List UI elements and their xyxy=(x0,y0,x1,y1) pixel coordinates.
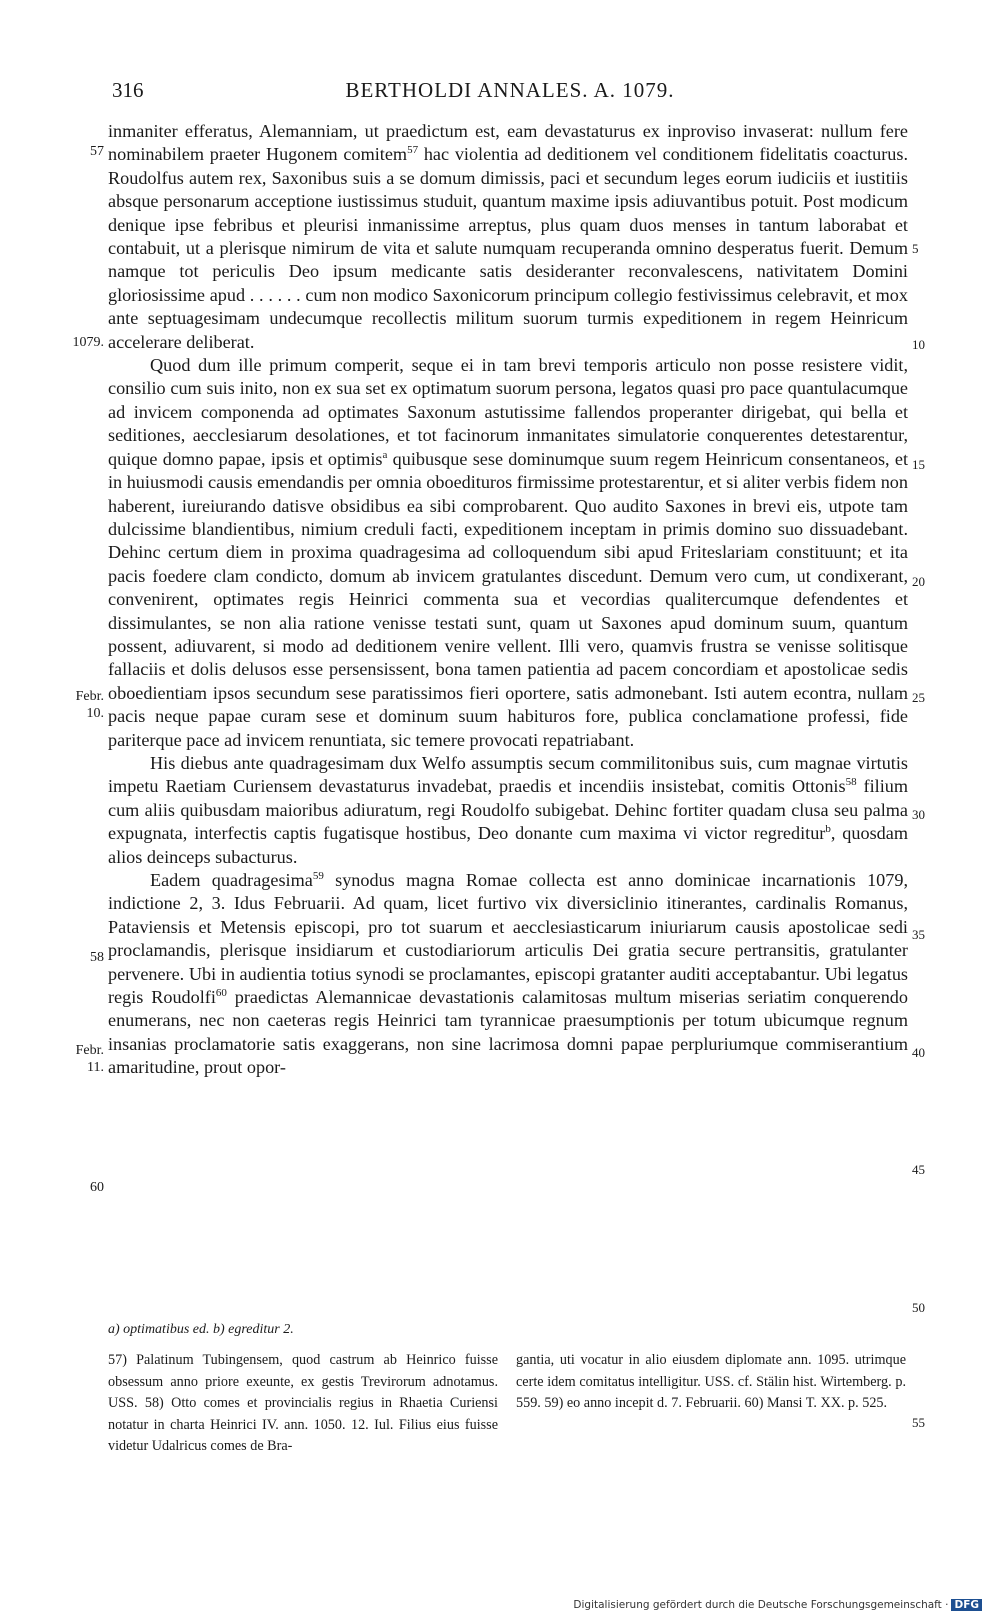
margin-footnote-57: 57 xyxy=(90,144,104,159)
page-number: 316 xyxy=(112,78,144,102)
dfg-logo: DFG xyxy=(951,1599,982,1611)
paragraph-2: Quod dum ille primum comperit, seque ei in tam brevi temporis articulo non posse resistere vidit, consilio cum suis inito, non ex sua set ex optimatum suorum persona, legatos quasi pro pace quantulacumque ad invicem componenda ad optimates Saxonum astutissime fallendos properanter dirigebat, qui bella et seditiones, aecclesiarum desolationes, et tot facinorum inmanitates simulatorie conquerentes detestarentur, quique domno papae, ipsis et optimis$^a$ quibusque sese dominumque suum regem Heinricum consentaneos, et in huiusmodi causis emendandis per omnia oboedituros firmissime protestarentur, et si aliter verbis fidem non haberent, iureiurando datisve obsidibus ea sibi comprobarent. Quo audito Saxones in brevi eis, utpote tam dulcissime blandientibus, nimium creduli facti, expeditionem inceptam in primis domino suo dissuadebant. Dehinc certum diem in proxima quadragesima ad colloquendum sibi apud Friteslariam constituunt; et ita pacis foedere clam condicto, domum ab invicem gratulantes discedunt. Demum vero cum, ut condixerant, convenirent, optimates regis Heinrici commenta sua et vecordias qualitercumque defendentes et dissimulantes, se non alia ratione venisse testati sunt, quam ut Saxones apud dominum suum, quantum possent, adiuvarent, si modo ad deditionem venire vellent. Illi vero, quamvis frustra se venisse solitisque fallaciis et dolis delusos esse persensissent, bona tamen patientia ad pacem concordiam et apostolicae sedis oboedientiam ipsos secundum sese paratissimos fieri oportere, satis admonebant. Isti autem econtra, nullam pacis neque papae curam sese et dominum suum habituros fore, publica conclamatione professi, fide pariterque pace ad invicem renuntiata, sic temere provocati repatriabant. xyxy=(108,355,909,750)
paragraph-4: Eadem quadragesima$^{59}$ synodus magna Romae collecta est anno dominicae incarnationis 1079, indictione 2, 3. Idus Februarii. Ad quam, licet furtivo vix diversiclinio itinerantes, cardinalis Romanus, Pataviensis et Metensis episcopi, pro tot suarum et aecclesiasticarum iniuriarum causis apostolicae sedi proclamandis, plerisque insidiarum et custodiariorum articulis Dei gratia secure pertransitis, gratulanter pervenere. Ubi in audientia totius synodi se proclamantes, episcopi gratanter auditi acceptabantur. Ubi legatus regis Roudolfi$^{60}$ praedictas Alemannicae devastationis calamitosas multum miserias seriatim conquerendo enumerans, nec non caeteras regis Heinrici tam tyrannicae praesumptionis per totum ubicumque regnum insanias proclamatorie satis exaggerans, non sine lacrimosa domni papae perpluriumque commiserantium amaritudine, prout opor- xyxy=(108,869,908,1078)
footnotes-right-column: gantia, uti vocatur in alio eiusdem diplomate ann. 1095. utrimque certe idem comitatus intelligitur. USS. cf. Stälin hist. Wirtemberg. p. 559. 59) eo anno incepit d. 7. Februarii. 60) Mansi T. XX. p. 525. xyxy=(516,1352,906,1411)
footnote-ref-57: 57 xyxy=(407,144,419,157)
footnotes-left-column: 57) Palatinum Tubingensem, quod castrum ab Heinrico fuisse obsessum anno priore exeunte, ex gestis Trevirorum adnotamus. USS. 58) Otto comes et provincialis regius in Rhaetia Curiensi notatur in charta Heinrici IV. ann. 1050. 12. Iul. Filius eius fuisse videtur Udalricus comes de Bra- xyxy=(108,1352,498,1454)
line-number: 55 xyxy=(912,1415,925,1430)
line-number: 25 xyxy=(912,690,925,705)
critical-ref-b: b xyxy=(825,823,831,836)
margin-footnote-60: 60 xyxy=(90,1180,104,1195)
footnote-ref-59: 59 xyxy=(312,869,324,882)
line-number: 10 xyxy=(912,337,925,352)
margin-date-febr: Febr. xyxy=(75,1043,104,1058)
critical-ref-a: a xyxy=(382,448,388,461)
critical-apparatus: a) optimatibus ed. b) egreditur 2. xyxy=(108,1322,294,1337)
credit-text: Digitalisierung gefördert durch die Deutsche Forschungsgemeinschaft · xyxy=(573,1599,949,1611)
line-number: 35 xyxy=(912,927,925,942)
margin-date-febr: Febr. xyxy=(75,689,104,704)
digitization-credit xyxy=(573,1599,982,1611)
margin-year-1079: 1079. xyxy=(72,335,104,350)
running-header xyxy=(110,78,910,112)
paragraph-3: His diebus ante quadragesimam dux Welfo assumptis secum commilitonibus suis, cum magnae virtutis impetu Raetiam Curiensem devastaturus invadebat, praedis et incendiis insistebat, comitis Ottonis$^{58}$ filium cum aliis quibusdam maioribus adiuratum, regi Roudolfo subigebat. Dehinc fortiter quadam clusa seu palma expugnata, interfectis captis fugatisque hostibus, Deo donante cum maxima vi victor regreditur$^b$, quosdam alios deinceps subacturus. xyxy=(108,752,909,867)
line-number: 45 xyxy=(912,1162,925,1177)
running-title: BERTHOLDI ANNALES. A. 1079. xyxy=(345,78,675,102)
margin-footnote-58: 58 xyxy=(90,950,104,965)
footnote-ref-58: 58 xyxy=(845,776,857,789)
line-number: 30 xyxy=(912,807,925,822)
line-number: 20 xyxy=(912,574,925,589)
line-number: 40 xyxy=(912,1045,925,1060)
margin-date-day: 10. xyxy=(86,706,104,721)
line-number: 50 xyxy=(912,1300,925,1315)
line-number: 5 xyxy=(912,241,919,256)
line-number: 15 xyxy=(912,457,925,472)
footnote-ref-60: 60 xyxy=(215,986,227,999)
margin-date-day: 11. xyxy=(87,1060,104,1075)
main-text xyxy=(108,120,908,1080)
paragraph-1: inmaniter efferatus, Alemanniam, ut praedictum est, eam devastaturus ex inproviso invaserat: nullum fere nominabilem praeter Hugonem comitem$^{57}$ hac violentia ad deditionem vel conditionem fidelitatis coacturus. Roudolfus autem rex, Saxonibus suis a se domum dimissis, paci et secundum leges eorum iudiciis et iustitiis absque personarum acceptione iustissimus studuit, quantum maxime ipsis adiuvantibus potuit. Post modicum denique ipse febribus et pleurisi inmanissime arreptus, plus quam duos menses in tantum laborabat et contabuit, ut a plerisque nimirum de vita et salute numquam recuperanda omnino desperatus fuerit. Demum namque tot periculis Deo ipsum medicante satis desideranter reconvalescens, nativitatem Domini gloriosissime apud . . . . . . cum non modico Saxonicorum principum collegio festivissimus celebravit, et mox ante septuagesimam undecumque recollectis militum suorum turmis expeditionem in regem Heinricum accelerare deliberat. xyxy=(108,121,908,352)
